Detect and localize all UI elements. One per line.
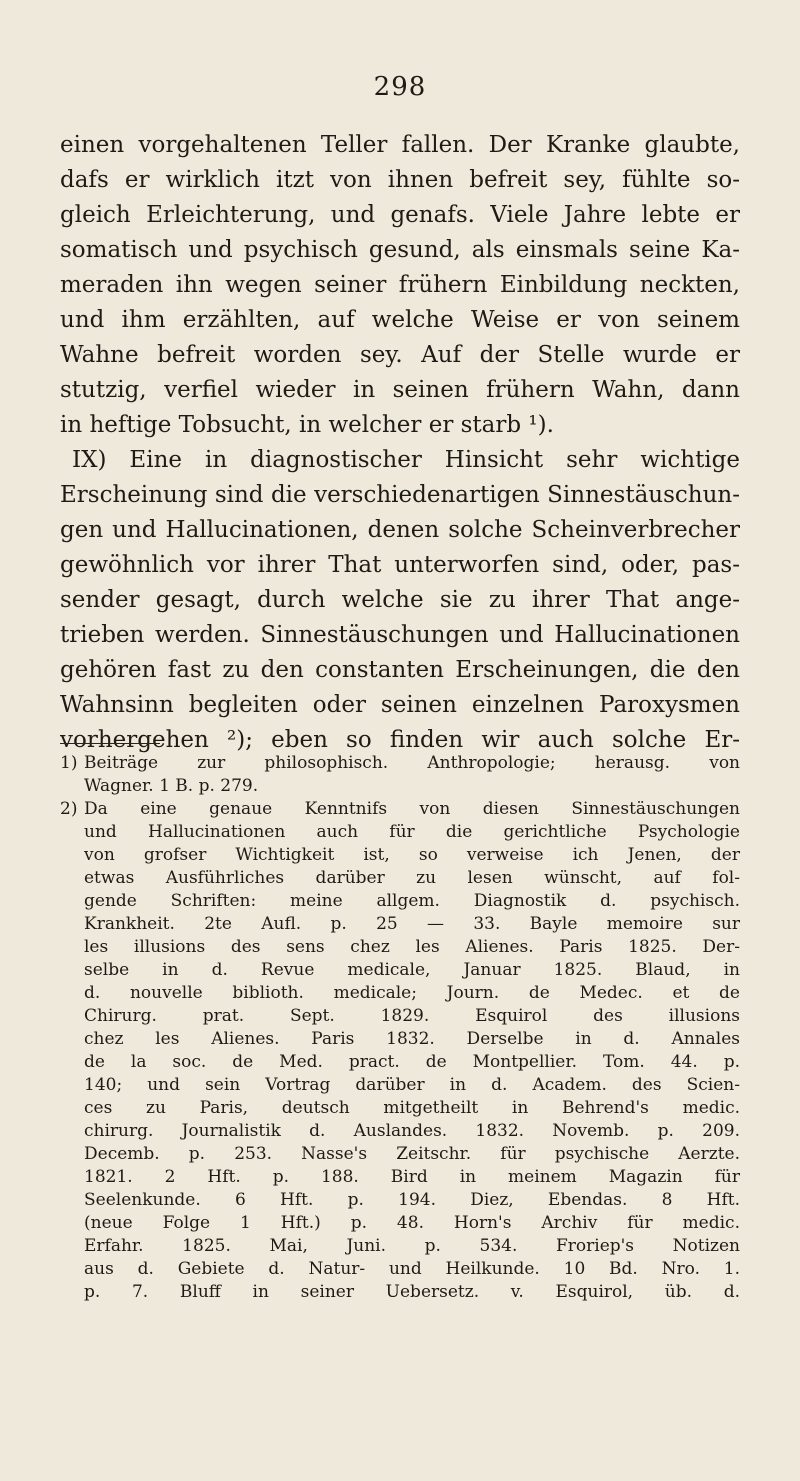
page-number: 298 — [373, 72, 427, 102]
footnote-line: (neue Folge 1 Hft.) p. 48. Horn's Archiv für medic. — [84, 1213, 740, 1233]
text-line: gehören fast zu den constanten Erscheinungen, die den — [60, 657, 740, 683]
footnote-1 — [60, 752, 740, 798]
footnote-line: ces zu Paris, deutsch mitgetheilt in Behrend's medic. — [84, 1098, 740, 1118]
text-line: Erscheinung sind die verschiedenartigen Sinnestäuschun- — [60, 482, 740, 508]
text-line: Wahnsinn begleiten oder seinen einzelnen Paroxysmen — [60, 692, 740, 718]
text-line: sender gesagt, durch welche sie zu ihrer That ange- — [60, 587, 740, 613]
footnote-line: chirurg. Journalistik d. Auslandes. 1832. Novemb. p. 209. — [84, 1121, 740, 1141]
footnote-line: d. nouvelle biblioth. medicale; Journ. de Medec. et de — [84, 983, 740, 1003]
footnote-line: Krankheit. 2te Aufl. p. 25 — 33. Bayle memoire sur — [84, 914, 740, 934]
text-line: und ihm erzählten, auf welche Weise er von seinem — [60, 307, 740, 333]
text-line: vorhergehen ²); eben so finden wir auch solche Er- — [60, 727, 740, 753]
footnote-line: Seelenkunde. 6 Hft. p. 194. Diez, Ebendas. 8 Hft. — [84, 1190, 740, 1210]
main-text — [60, 128, 740, 758]
text-line: Wahne befreit worden sey. Auf der Stelle wurde er — [60, 342, 740, 368]
footnote-line: de la soc. de Med. pract. de Montpellier. Tom. 44. p. — [84, 1052, 740, 1072]
footnote-line: chez les Alienes. Paris 1832. Derselbe in d. Annales — [84, 1029, 740, 1049]
footnote-line: aus d. Gebiete d. Natur- und Heilkunde. 10 Bd. Nro. 1. — [84, 1259, 740, 1279]
text-line: gewöhnlich vor ihrer That unterworfen sind, oder, pas- — [60, 552, 740, 578]
text-line: trieben werden. Sinnestäuschungen und Hallucinationen — [60, 622, 740, 648]
footnote-line: von grofser Wichtigkeit ist, so verweise ich Jenen, der — [84, 845, 740, 865]
footnote-line: Da eine genaue Kenntnifs von diesen Sinnestäuschungen — [84, 799, 740, 819]
footnote-2 — [60, 798, 740, 1304]
footnote-mark: 2) — [60, 799, 78, 819]
footnote-line: Wagner. 1 B. p. 279. — [84, 776, 259, 796]
footnote-line: und Hallucinationen auch für die gerichtliche Psychologie — [84, 822, 740, 842]
footnotes — [60, 752, 740, 1304]
text-line: meraden ihn wegen seiner frühern Einbildung neckten, — [60, 272, 740, 298]
footnote-line: 140; und sein Vortrag darüber in d. Academ. des Scien- — [84, 1075, 740, 1095]
text-line: dafs er wirklich itzt von ihnen befreit sey, fühlte so- — [60, 167, 740, 193]
footnote-mark: 1) — [60, 753, 78, 773]
text-line: stutzig, verfiel wieder in seinen frühern Wahn, dann — [60, 377, 740, 403]
footnote-line: Decemb. p. 253. Nasse's Zeitschr. für psychische Aerzte. — [84, 1144, 740, 1164]
footnote-line: etwas Ausführliches darüber zu lesen wünscht, auf fol- — [84, 868, 740, 888]
footnote-line: Erfahr. 1825. Mai, Juni. p. 534. Froriep's Notizen — [84, 1236, 740, 1256]
text-line: gen und Hallucinationen, denen solche Scheinverbrecher — [60, 517, 740, 543]
footnote-line: gende Schriften: meine allgem. Diagnostik d. psychisch. — [84, 891, 740, 911]
text-line: einen vorgehaltenen Teller fallen. Der Kranke glaubte, — [60, 132, 740, 158]
section-heading-line: IX) Eine in diagnostischer Hinsicht sehr wichtige — [72, 447, 740, 473]
text-line: in heftige Tobsucht, in welcher er starb ¹). — [60, 412, 554, 438]
text-line: gleich Erleichterung, und genafs. Viele Jahre lebte er — [60, 202, 740, 228]
footnote-divider — [60, 743, 160, 744]
footnote-line: 1821. 2 Hft. p. 188. Bird in meinem Magazin für — [84, 1167, 740, 1187]
footnote-line: Beiträge zur philosophisch. Anthropologie; herausg. von — [84, 753, 740, 773]
footnote-line: selbe in d. Revue medicale, Januar 1825. Blaud, in — [84, 960, 740, 980]
footnote-line: p. 7. Bluff in seiner Uebersetz. v. Esquirol, üb. d. — [84, 1282, 740, 1302]
footnote-line: Chirurg. prat. Sept. 1829. Esquirol des illusions — [84, 1006, 740, 1026]
footnote-line: les illusions des sens chez les Alienes. Paris 1825. Der- — [84, 937, 740, 957]
text-line: somatisch und psychisch gesund, als einsmals seine Ka- — [60, 237, 740, 263]
